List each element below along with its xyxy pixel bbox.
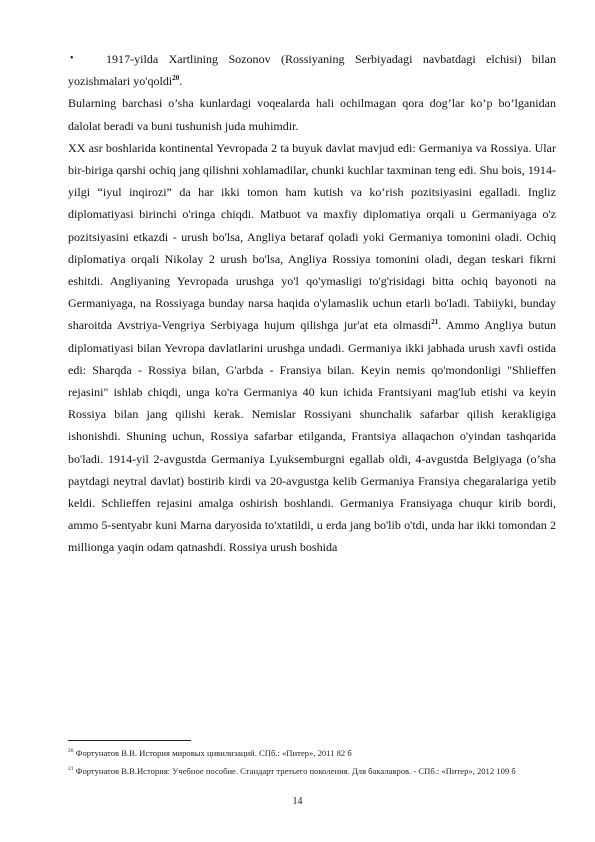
bullet-marker: • [70, 53, 74, 64]
footnote-separator [68, 740, 191, 741]
footnote-text: Фортунатов В.В.История: Учебное пособие. Стандарт третьего поколения. Для бакалавров. - СПб.: «Питер», 2012 109 б [75, 765, 516, 776]
paragraph-3 [68, 137, 556, 559]
footnote-number: 21 [68, 765, 74, 772]
footnote-number: 20 [68, 748, 74, 755]
footnote-20 [68, 745, 556, 763]
paragraph-1-text: 1917-yilda Xartlining Sozonov (Rossiyaning Serbiyadagi navbatdagi elchisi) bilan yozishmalari yo'qoldi [68, 52, 556, 89]
footnotes [68, 745, 556, 780]
page-number: 14 [292, 796, 303, 807]
footnote-21 [68, 763, 556, 781]
footnote-ref-20[interactable]: 20 [172, 74, 180, 83]
footnote-ref-21[interactable]: 21 [431, 318, 439, 327]
paragraph-3-part-b: . Ammo Angliya butun diplomatiyasi bilan Yevropa davlatlarini urushga undadi. Germaniya ikki jabhada urush xavfi ostida edi: Sharqda - Rossiya bilan, G'arbda - Fransiya bilan. Keyin nemis qo'mondonligi "Shlieffen rejasini" ishlab chiqdi, unga ko'ra Germaniya 40 kun ichida Frantsiyani mag'lub etishi va keyin Rossiya bilan jang qilishi kerak. Nemislar Rossiyani shunchalik safarbar qilish kerakligiga ishonishdi. Shuning uchun, Rossiya safarbar etilganda, Frantsiya allaqachon o'yindan tashqarida bo'ladi. 1914-yil 2-avgustda Germaniya Lyuksemburgni egallab oldi, 4-avgustda Belgiyaga (o’sha paytdagi neytral davlat) bostirib kirdi va 20-avgustga kelib Germaniya Fransiya chegaralariga yetib keldi. Schlieffen rejasini amalga oshirish boshlandi. Germaniya Fransiyaga chuqur kirib bordi, ammo 5-sentyabr kuni Marna daryosida to'xtatildi, u erda jang bo'lib o'tdi, unda har ikki tomondan 2 millionga yaqin odam qatnashdi. Rossiya urush boshida [68, 318, 556, 555]
body-text [68, 48, 556, 559]
paragraph-3-part-a: XX asr boshlarida kontinental Yevropada 2 ta buyuk davlat mavjud edi: Germaniya va Rossiya. Ular bir-biriga qarshi ochiq jang qilishni xohlamadilar, chunki kuchlar taxminan teng edi. Shu bois, 1914-yilgi “iyul inqirozi” da har ikki tomon ham kutish va ko’rish pozitsiyasini egalladi. Ingliz diplomatiyasi birinchi o'ringa chiqdi. Matbuot va maxfiy diplomatiya orqali u Germaniyaga o'z pozitsiyasini etkazdi - urush bo'lsa, Angliya betaraf qoladi yoki Germaniya tomonini oladi. Ochiq diplomatiya orqali Nikolay 2 urush bo'lsa, Angliya Rossiya tomonini oladi, degan teskari fikrni eshitdi. Angliyaning Yevropada urushga yo'l qo'ymasligi to'g'risidagi bitta ochiq bayonoti na Germaniyaga, na Rossiyaga bunday narsa haqida o'ylamaslik uchun etarli bo'ladi. Tabiiyki, bunday sharoitda Avstriya-Vengriya Serbiyaga hujum qilishga jur'at eta olmasdi [68, 140, 556, 333]
paragraph-1-tail: . [179, 74, 183, 89]
paragraph-2: Bularning barchasi o’sha kunlardagi voqealarda hali ochilmagan qora dog’lar ko’p bo’lganidan dalolat beradi va buni tushunish juda muhimdir. [68, 96, 556, 133]
bullet-paragraph [68, 48, 556, 92]
footnote-text: Фортунатов В.В. История мировых цивилизаций. СПб.: «Питер», 2011 82 б [75, 748, 352, 758]
